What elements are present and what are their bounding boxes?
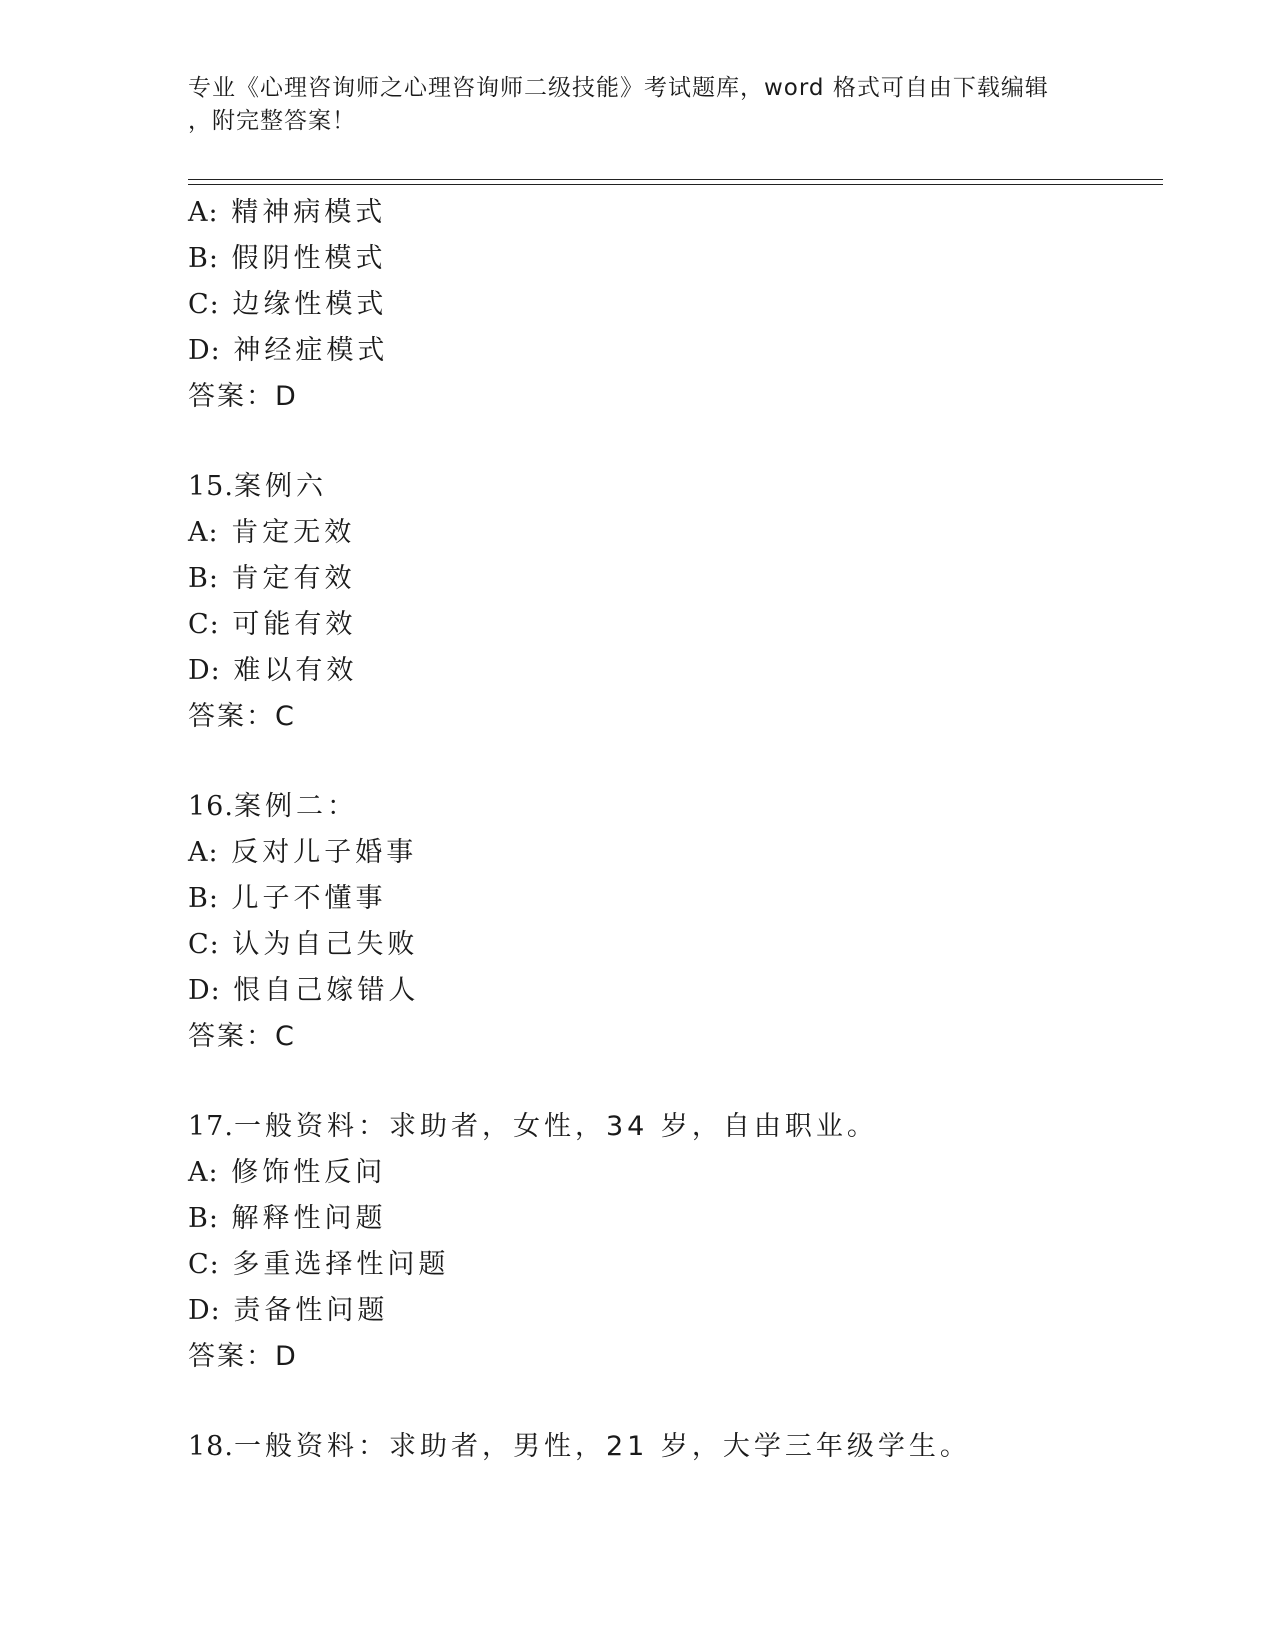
answer-line: 答案：C bbox=[188, 1021, 296, 1052]
option-d bbox=[188, 648, 1163, 694]
option-label: A: bbox=[188, 197, 219, 228]
block-spacer bbox=[188, 1060, 1163, 1104]
option-label: A: bbox=[188, 517, 219, 548]
option-text: 反对儿子婚事 bbox=[231, 837, 418, 868]
option-label: B: bbox=[188, 883, 219, 914]
option-text: 难以有效 bbox=[233, 655, 358, 686]
block-spacer bbox=[188, 420, 1163, 464]
question-stem: 案例二： bbox=[233, 791, 358, 822]
option-label: C: bbox=[188, 1249, 220, 1280]
option-d bbox=[188, 1288, 1163, 1334]
question-text bbox=[188, 464, 1163, 510]
question-stem: 一般资料：求助者，女性，34 岁，自由职业。 bbox=[233, 1111, 878, 1142]
option-text: 多重选择性问题 bbox=[232, 1249, 450, 1280]
answer-line: 答案：C bbox=[188, 701, 296, 732]
option-text: 肯定有效 bbox=[231, 563, 356, 594]
option-b bbox=[188, 876, 1163, 922]
question-number: 18. bbox=[188, 1431, 234, 1462]
option-label: D: bbox=[188, 1295, 221, 1326]
option-label: C: bbox=[188, 289, 220, 320]
option-label: C: bbox=[188, 929, 220, 960]
option-label: B: bbox=[188, 1203, 219, 1234]
option-text: 解释性问题 bbox=[231, 1203, 387, 1234]
option-text: 责备性问题 bbox=[233, 1295, 389, 1326]
question-block bbox=[188, 1104, 1163, 1380]
block-spacer bbox=[188, 1380, 1163, 1424]
option-c bbox=[188, 922, 1163, 968]
option-text: 精神病模式 bbox=[231, 197, 387, 228]
option-d bbox=[188, 328, 1163, 374]
option-label: B: bbox=[188, 243, 219, 274]
option-label: D: bbox=[188, 655, 221, 686]
option-label: D: bbox=[188, 335, 221, 366]
question-block bbox=[188, 190, 1163, 420]
option-label: B: bbox=[188, 563, 219, 594]
option-text: 恨自己嫁错人 bbox=[233, 975, 420, 1006]
header-line-2: ，附完整答案！ bbox=[188, 108, 356, 134]
option-d bbox=[188, 968, 1163, 1014]
option-text: 神经症模式 bbox=[233, 335, 389, 366]
option-text: 肯定无效 bbox=[231, 517, 356, 548]
question-block bbox=[188, 784, 1163, 1060]
question-number: 16. bbox=[188, 791, 234, 822]
option-text: 修饰性反问 bbox=[231, 1157, 387, 1188]
question-block bbox=[188, 1424, 1163, 1470]
document-header bbox=[188, 72, 1088, 138]
option-b bbox=[188, 1196, 1163, 1242]
option-label: A: bbox=[188, 837, 219, 868]
block-spacer bbox=[188, 740, 1163, 784]
option-b bbox=[188, 556, 1163, 602]
option-c bbox=[188, 1242, 1163, 1288]
option-c bbox=[188, 602, 1163, 648]
option-text: 边缘性模式 bbox=[232, 289, 388, 320]
header-divider-top bbox=[188, 179, 1163, 180]
header-line-1: 专业《心理咨询师之心理咨询师二级技能》考试题库，word 格式可自由下载编辑 bbox=[188, 75, 1049, 101]
question-number: 17. bbox=[188, 1111, 234, 1142]
question-list bbox=[188, 190, 1163, 1470]
option-label: A: bbox=[188, 1157, 219, 1188]
option-a bbox=[188, 1150, 1163, 1196]
option-text: 儿子不懂事 bbox=[231, 883, 387, 914]
option-b bbox=[188, 236, 1163, 282]
option-label: D: bbox=[188, 975, 221, 1006]
option-a bbox=[188, 510, 1163, 556]
answer-line: 答案：D bbox=[188, 1341, 298, 1372]
question-stem: 案例六 bbox=[233, 471, 327, 502]
header-divider-bottom bbox=[188, 184, 1163, 185]
option-text: 假阴性模式 bbox=[231, 243, 387, 274]
question-text bbox=[188, 1104, 1163, 1150]
option-label: C: bbox=[188, 609, 220, 640]
option-text: 可能有效 bbox=[232, 609, 357, 640]
option-a bbox=[188, 190, 1163, 236]
question-stem: 一般资料：求助者，男性，21 岁，大学三年级学生。 bbox=[233, 1431, 971, 1462]
question-number: 15. bbox=[188, 471, 234, 502]
answer-line: 答案：D bbox=[188, 381, 298, 412]
question-text bbox=[188, 1424, 1163, 1470]
option-c bbox=[188, 282, 1163, 328]
question-block bbox=[188, 464, 1163, 740]
option-a bbox=[188, 830, 1163, 876]
question-text bbox=[188, 784, 1163, 830]
option-text: 认为自己失败 bbox=[232, 929, 419, 960]
